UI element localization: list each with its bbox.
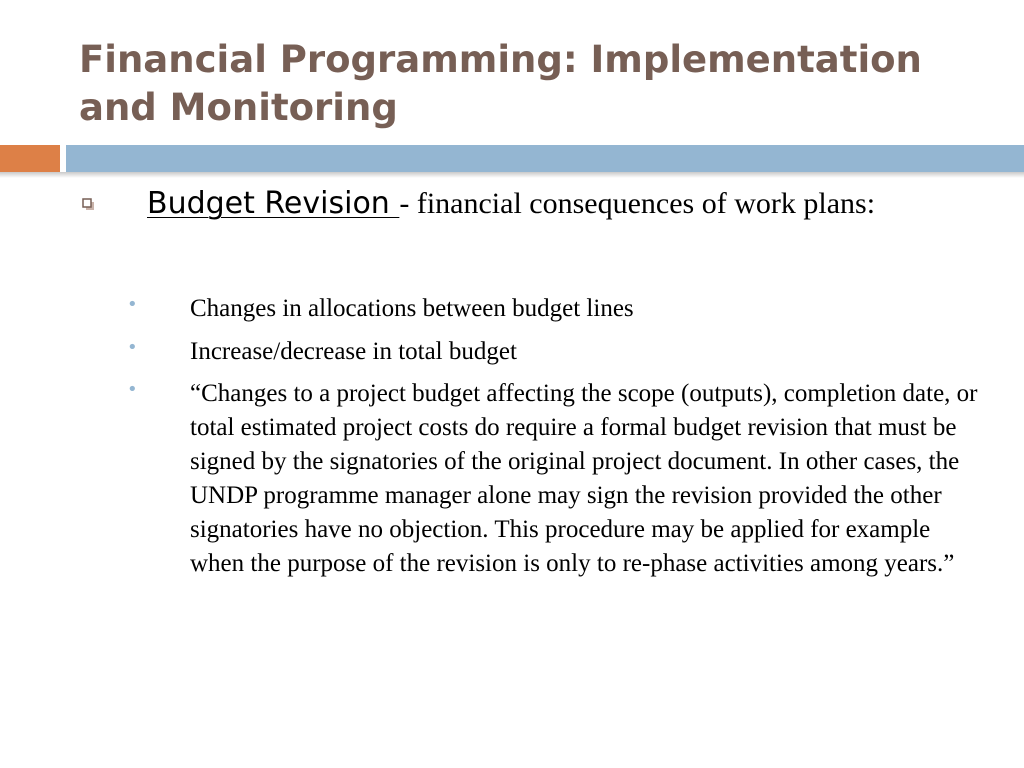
list-item bbox=[127, 377, 987, 581]
list-item bbox=[127, 292, 987, 326]
list-item bbox=[127, 335, 987, 369]
dot-bullet-icon: • bbox=[127, 379, 138, 400]
hollow-square-bullet-icon bbox=[79, 195, 99, 215]
sub-point-text: “Changes to a project budget affecting the scope (outputs), completion date, or total estimated project costs do require a formal budget revision that must be signed by the signatories of the original project document. In other cases, the UNDP programme manager alone may sign the revision provided the other signatories have no objection. This procedure may be applied for example when the purpose of the revision is only to re-phase activities among years.” bbox=[190, 380, 978, 577]
main-point-term: Budget Revision bbox=[147, 186, 400, 221]
sub-point-text: Increase/decrease in total budget bbox=[190, 338, 517, 365]
main-point-description: - financial consequences of work plans: bbox=[399, 187, 876, 220]
header-accent-orange bbox=[0, 145, 60, 172]
slide-title: Financial Programming: Implementation and Monitoring bbox=[79, 38, 922, 129]
main-bullet-point bbox=[147, 186, 1007, 221]
dot-bullet-icon: • bbox=[127, 337, 138, 358]
header-accent-shadow bbox=[0, 172, 1024, 178]
sub-point-text: Changes in allocations between budget lines bbox=[190, 295, 634, 322]
dot-bullet-icon: • bbox=[127, 294, 138, 315]
header-accent-blue bbox=[66, 145, 1024, 172]
